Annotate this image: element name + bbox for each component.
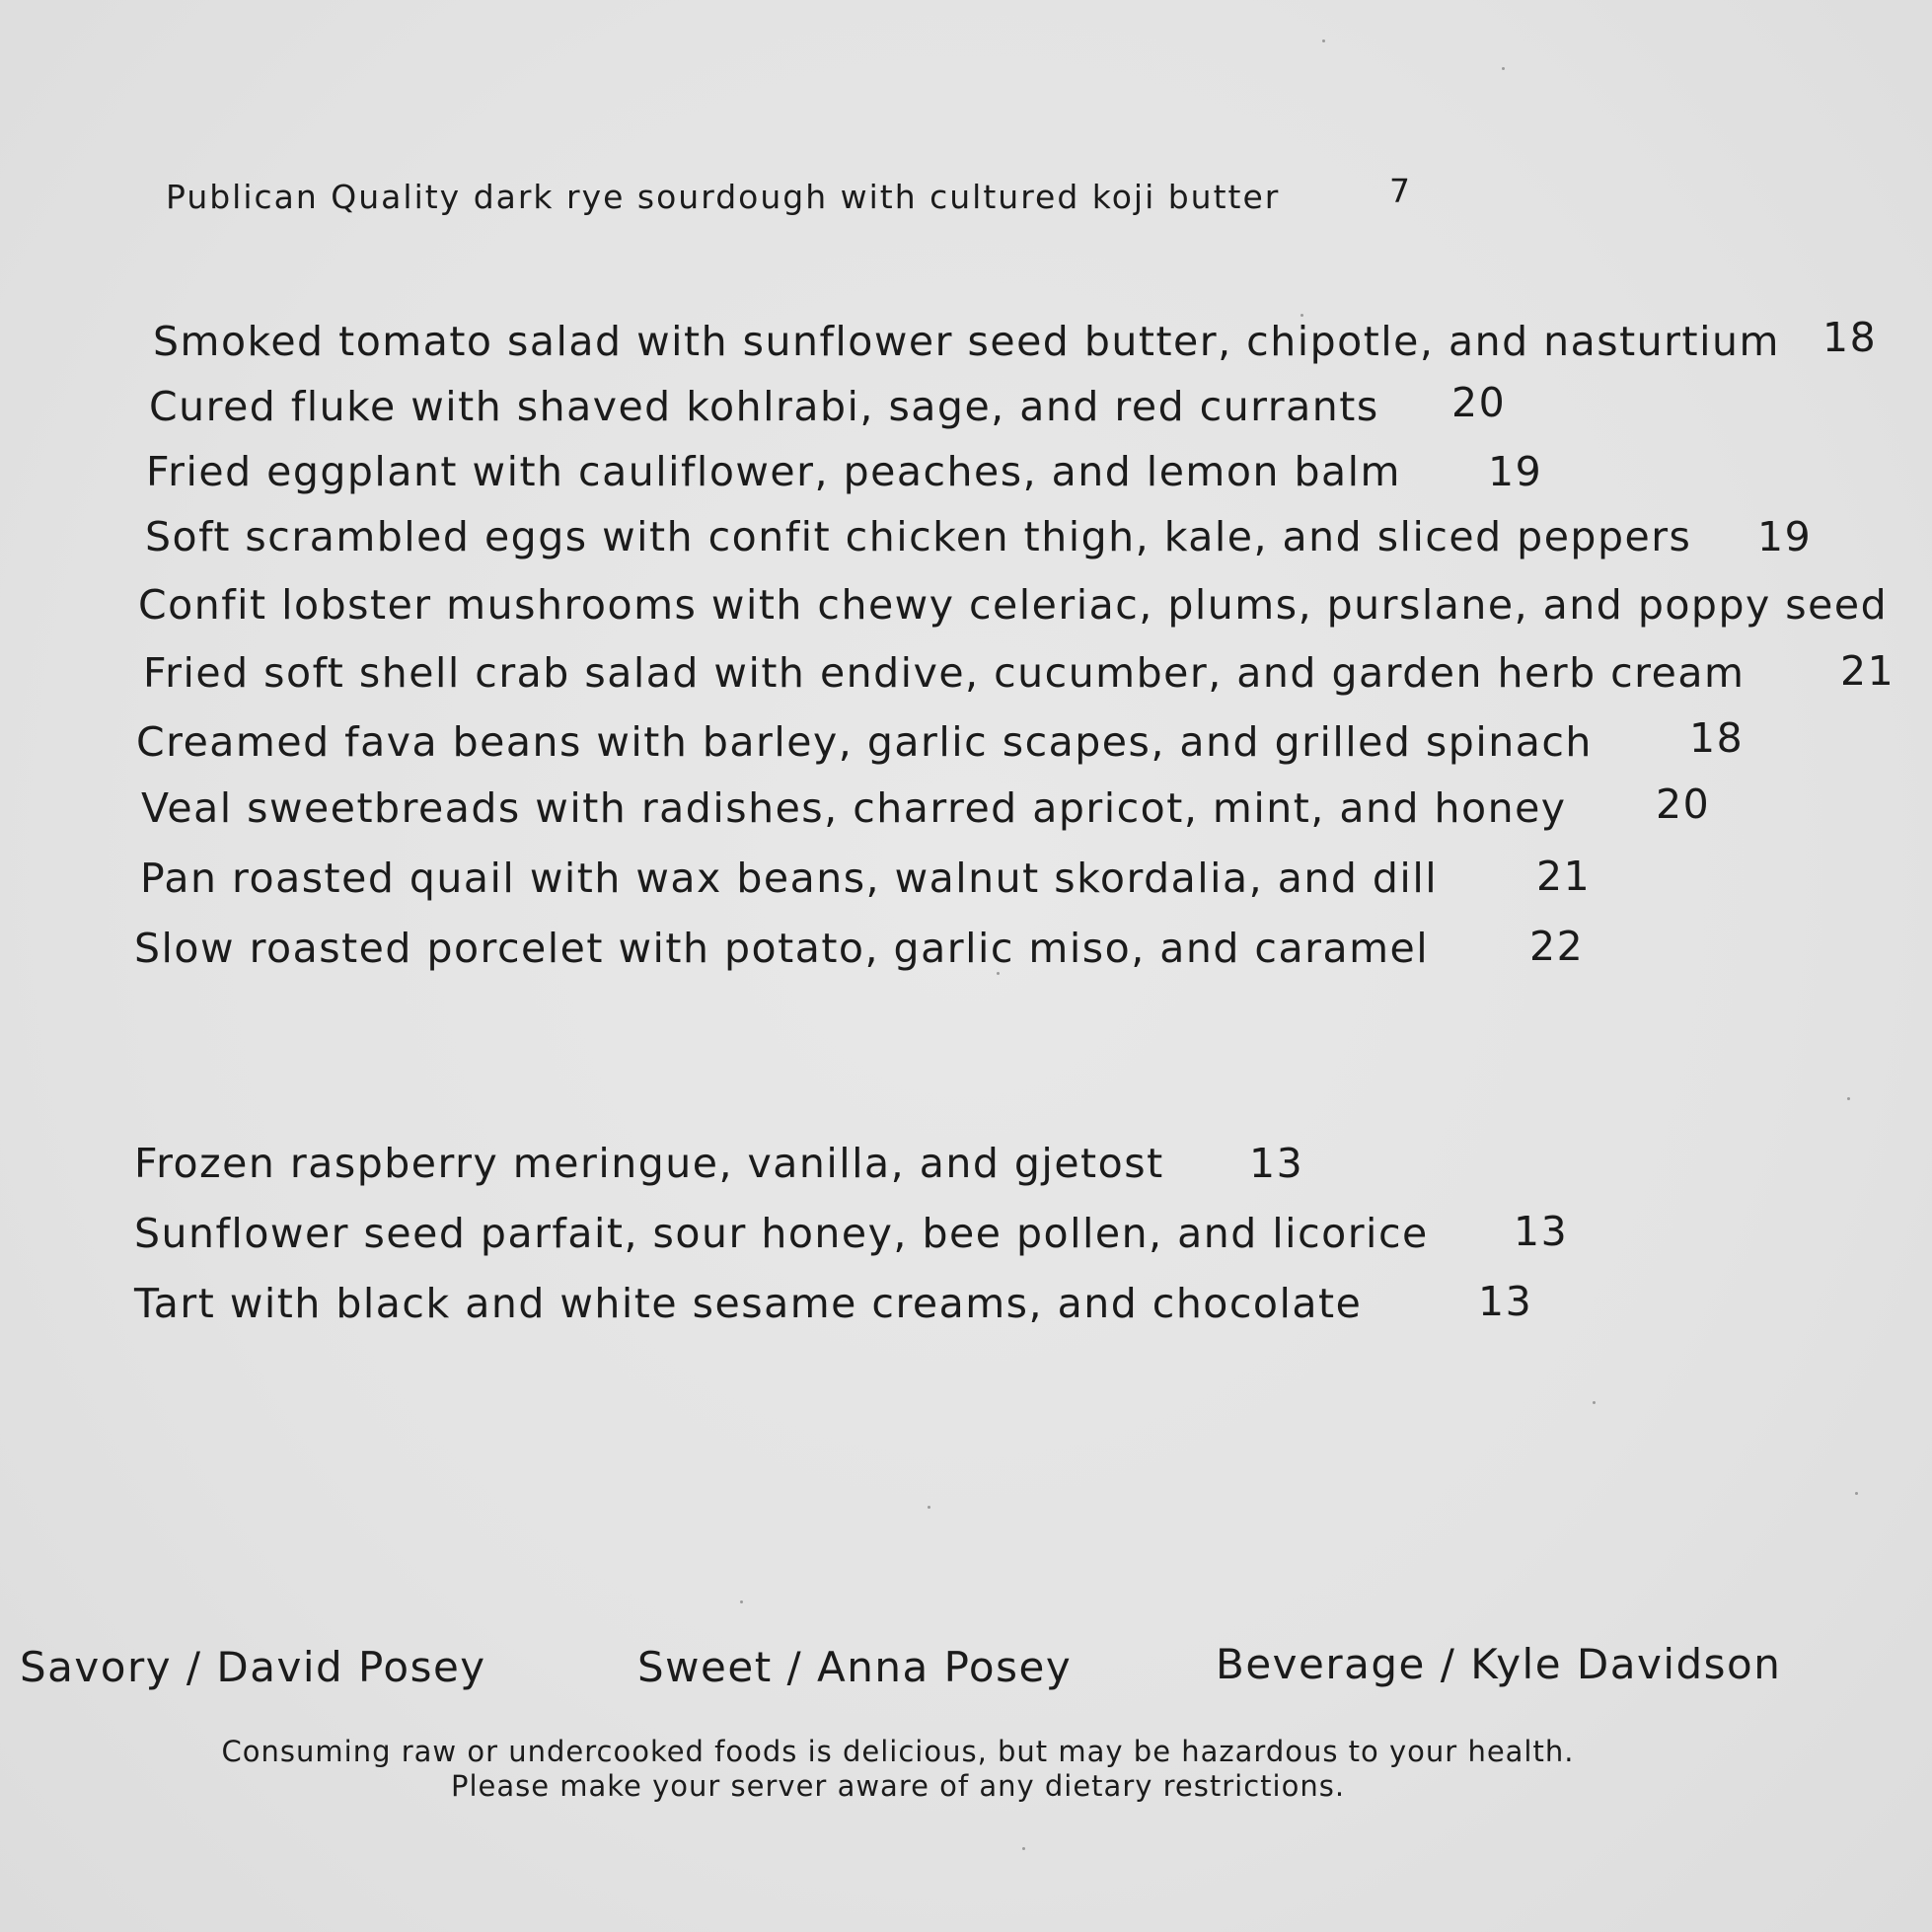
dish-item [153,314,1878,365]
paper-speck [1593,1401,1596,1404]
dessert-item-price: 13 [1514,1208,1569,1255]
dish-item [134,923,1585,972]
dessert-item [134,1140,1304,1187]
dish-item-price: 21 [1536,853,1592,900]
dish-item-name: Cured fluke with shaved kohlrabi, sage, and red currants [149,383,1379,430]
paper-speck [928,1506,930,1509]
dish-item-name: Fried eggplant with cauliflower, peaches, and lemon balm [146,448,1401,495]
dish-item-price: 22 [1529,923,1585,970]
dish-item [146,448,1543,495]
dessert-item-name: Tart with black and white sesame creams, and chocolate [134,1280,1363,1327]
dish-item [136,714,1745,766]
dish-item-name: Pan roasted quail with wax beans, walnut skordalia, and dill [140,855,1439,902]
disclaimer-line-1: Consuming raw or undercooked foods is delicious, but may be hazardous to your health. [221,1735,1575,1768]
credit-sweet: Sweet / Anna Posey [637,1643,1073,1691]
dessert-item [134,1278,1533,1327]
dessert-item [134,1208,1569,1257]
bread-item-name: Publican Quality dark rye sourdough with cultured koji butter [166,178,1281,216]
dish-item-price: 21 [1840,647,1895,695]
bread-item-price: 7 [1389,172,1412,210]
dish-item-name: Confit lobster mushrooms with chewy celeriac, plums, purslane, and poppy seed [138,581,1889,629]
dish-item-price: 18 [1822,314,1878,361]
paper-speck [1855,1492,1858,1495]
paper-speck [1502,67,1505,70]
dish-item-price: 20 [1451,379,1507,426]
dish-item-price: 19 [1488,448,1543,495]
disclaimer-line-2: Please make your server aware of any dietary restrictions. [450,1769,1346,1803]
dish-item [138,581,1888,629]
paper-speck [1847,1097,1850,1100]
paper-speck [1022,1847,1025,1850]
dish-item-name: Creamed fava beans with barley, garlic scapes, and grilled spinach [136,718,1593,766]
disclaimer [0,1735,1796,1804]
dish-item-price: 18 [1689,714,1745,762]
dessert-item-name: Sunflower seed parfait, sour honey, bee pollen, and licorice [134,1210,1429,1257]
dessert-item-price: 13 [1478,1278,1533,1325]
paper-speck [740,1600,743,1603]
dish-item-name: Fried soft shell crab salad with endive, cucumber, and garden herb cream [143,649,1746,697]
dish-item [145,513,1813,560]
dish-item-price: 19 [1757,513,1813,560]
dish-item [141,780,1711,832]
dish-item-name: Veal sweetbreads with radishes, charred apricot, mint, and honey [141,784,1567,832]
paper-speck [1322,39,1325,42]
dish-item [143,647,1895,697]
paper-speck [1300,314,1303,317]
dessert-item-name: Frozen raspberry meringue, vanilla, and gjetost [134,1140,1164,1187]
dish-item-name: Slow roasted porcelet with potato, garlic miso, and caramel [134,925,1430,972]
paper-speck [997,972,1000,975]
credit-beverage: Beverage / Kyle Davidson [1216,1640,1782,1688]
credit-savory: Savory / David Posey [20,1643,486,1691]
dish-item-price: 20 [1656,780,1711,828]
dish-item [149,379,1507,430]
dessert-item-price: 13 [1249,1140,1304,1187]
dish-item [140,853,1592,902]
bread-item [166,172,1412,216]
dish-item-name: Smoked tomato salad with sunflower seed butter, chipotle, and nasturtium [153,318,1780,365]
dish-item-name: Soft scrambled eggs with confit chicken thigh, kale, and sliced peppers [145,513,1692,560]
